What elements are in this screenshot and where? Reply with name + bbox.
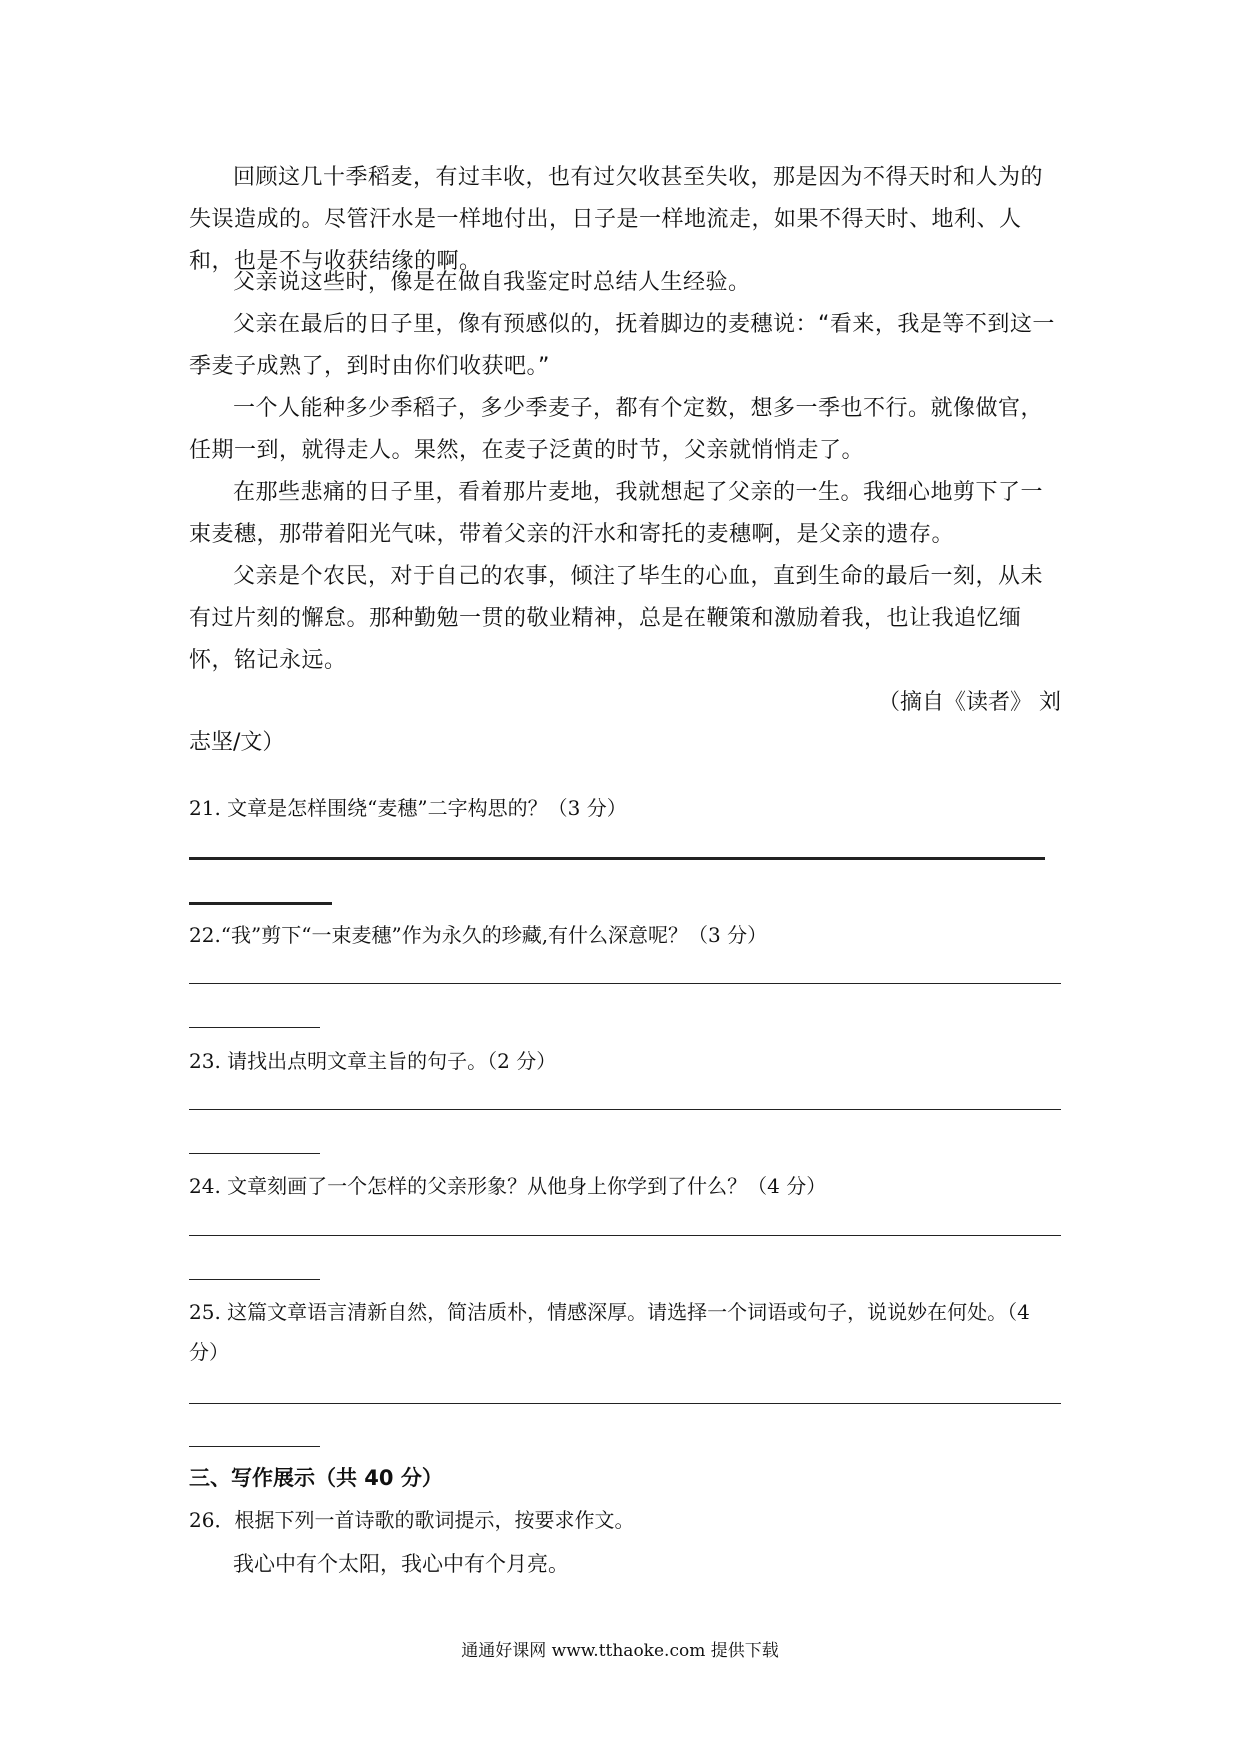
- passage-paragraph-5: 在那些悲痛的日子里，看着那片麦地，我就想起了父亲的一生。我细心地剪下了一束麦穗，那带着阳光气味，带着父亲的汗水和寄托的麦穗啊，是父亲的遗存。: [189, 480, 1044, 547]
- lyric-prompt: 我心中有个太阳，我心中有个月亮。: [233, 1552, 569, 1576]
- attribution-author: 志坚/文）: [189, 730, 285, 755]
- passage-paragraph-2: 父亲说这些时，像是在做自我鉴定时总结人生经验。: [233, 270, 751, 295]
- answer-line-25b[interactable]: [189, 1446, 320, 1447]
- question-21: 21. 文章是怎样围绕“麦穗”二字构思的？（3 分）: [189, 796, 627, 820]
- question-24: 24. 文章刻画了一个怎样的父亲形象？从他身上你学到了什么？（4 分）: [189, 1174, 827, 1198]
- answer-line-21b[interactable]: [189, 902, 332, 905]
- question-25: 25. 这篇文章语言清新自然，简洁质朴，情感深厚。请选择一个词语或句子，说说妙在何处。（4 分）: [189, 1300, 1030, 1364]
- answer-line-23b[interactable]: [189, 1153, 320, 1154]
- answer-line-22b[interactable]: [189, 1027, 320, 1028]
- passage-paragraph-4: 一个人能种多少季稻子，多少季麦子，都有个定数，想多一季也不行。就像做官，任期一到，就得走人。果然，在麦子泛黄的时节，父亲就悄悄走了。: [189, 396, 1044, 463]
- question-26: 26．根据下列一首诗歌的歌词提示，按要求作文。: [189, 1508, 635, 1532]
- answer-line-25a[interactable]: [189, 1403, 1061, 1404]
- answer-line-22a[interactable]: [189, 983, 1061, 984]
- answer-line-23a[interactable]: [189, 1109, 1061, 1110]
- passage-paragraph-1: 回顾这几十季稻麦，有过丰收，也有过欠收甚至失收，那是因为不得天时和人为的失误造成的。尽管汗水是一样地付出，日子是一样地流走，如果不得天时、地利、人和，也是不与收获结缘的啊。: [189, 165, 1044, 274]
- answer-line-24a[interactable]: [189, 1235, 1061, 1236]
- question-22: 22.“我”剪下“一束麦穗”作为永久的珍藏,有什么深意呢？（3 分）: [189, 923, 768, 947]
- footer-source: 通通好课网 www.tthaoke.com 提供下载: [461, 1641, 779, 1661]
- answer-line-21a[interactable]: [189, 857, 1045, 860]
- attribution-source: （摘自《读者》 刘: [878, 690, 1061, 715]
- section-title-writing: 三、写作展示（共 40 分）: [189, 1466, 443, 1490]
- answer-line-24b[interactable]: [189, 1279, 320, 1280]
- passage-paragraph-3: 父亲在最后的日子里，像有预感似的，抚着脚边的麦穗说：“看来，我是等不到这一季麦子成熟了，到时由你们收获吧。”: [189, 312, 1055, 379]
- passage-paragraph-6: 父亲是个农民，对于自己的农事，倾注了毕生的心血，直到生命的最后一刻，从未有过片刻的懈怠。那种勤勉一贯的敬业精神，总是在鞭策和激励着我，也让我追忆缅怀，铭记永远。: [189, 564, 1044, 673]
- question-23: 23. 请找出点明文章主旨的句子。（2 分）: [189, 1049, 557, 1073]
